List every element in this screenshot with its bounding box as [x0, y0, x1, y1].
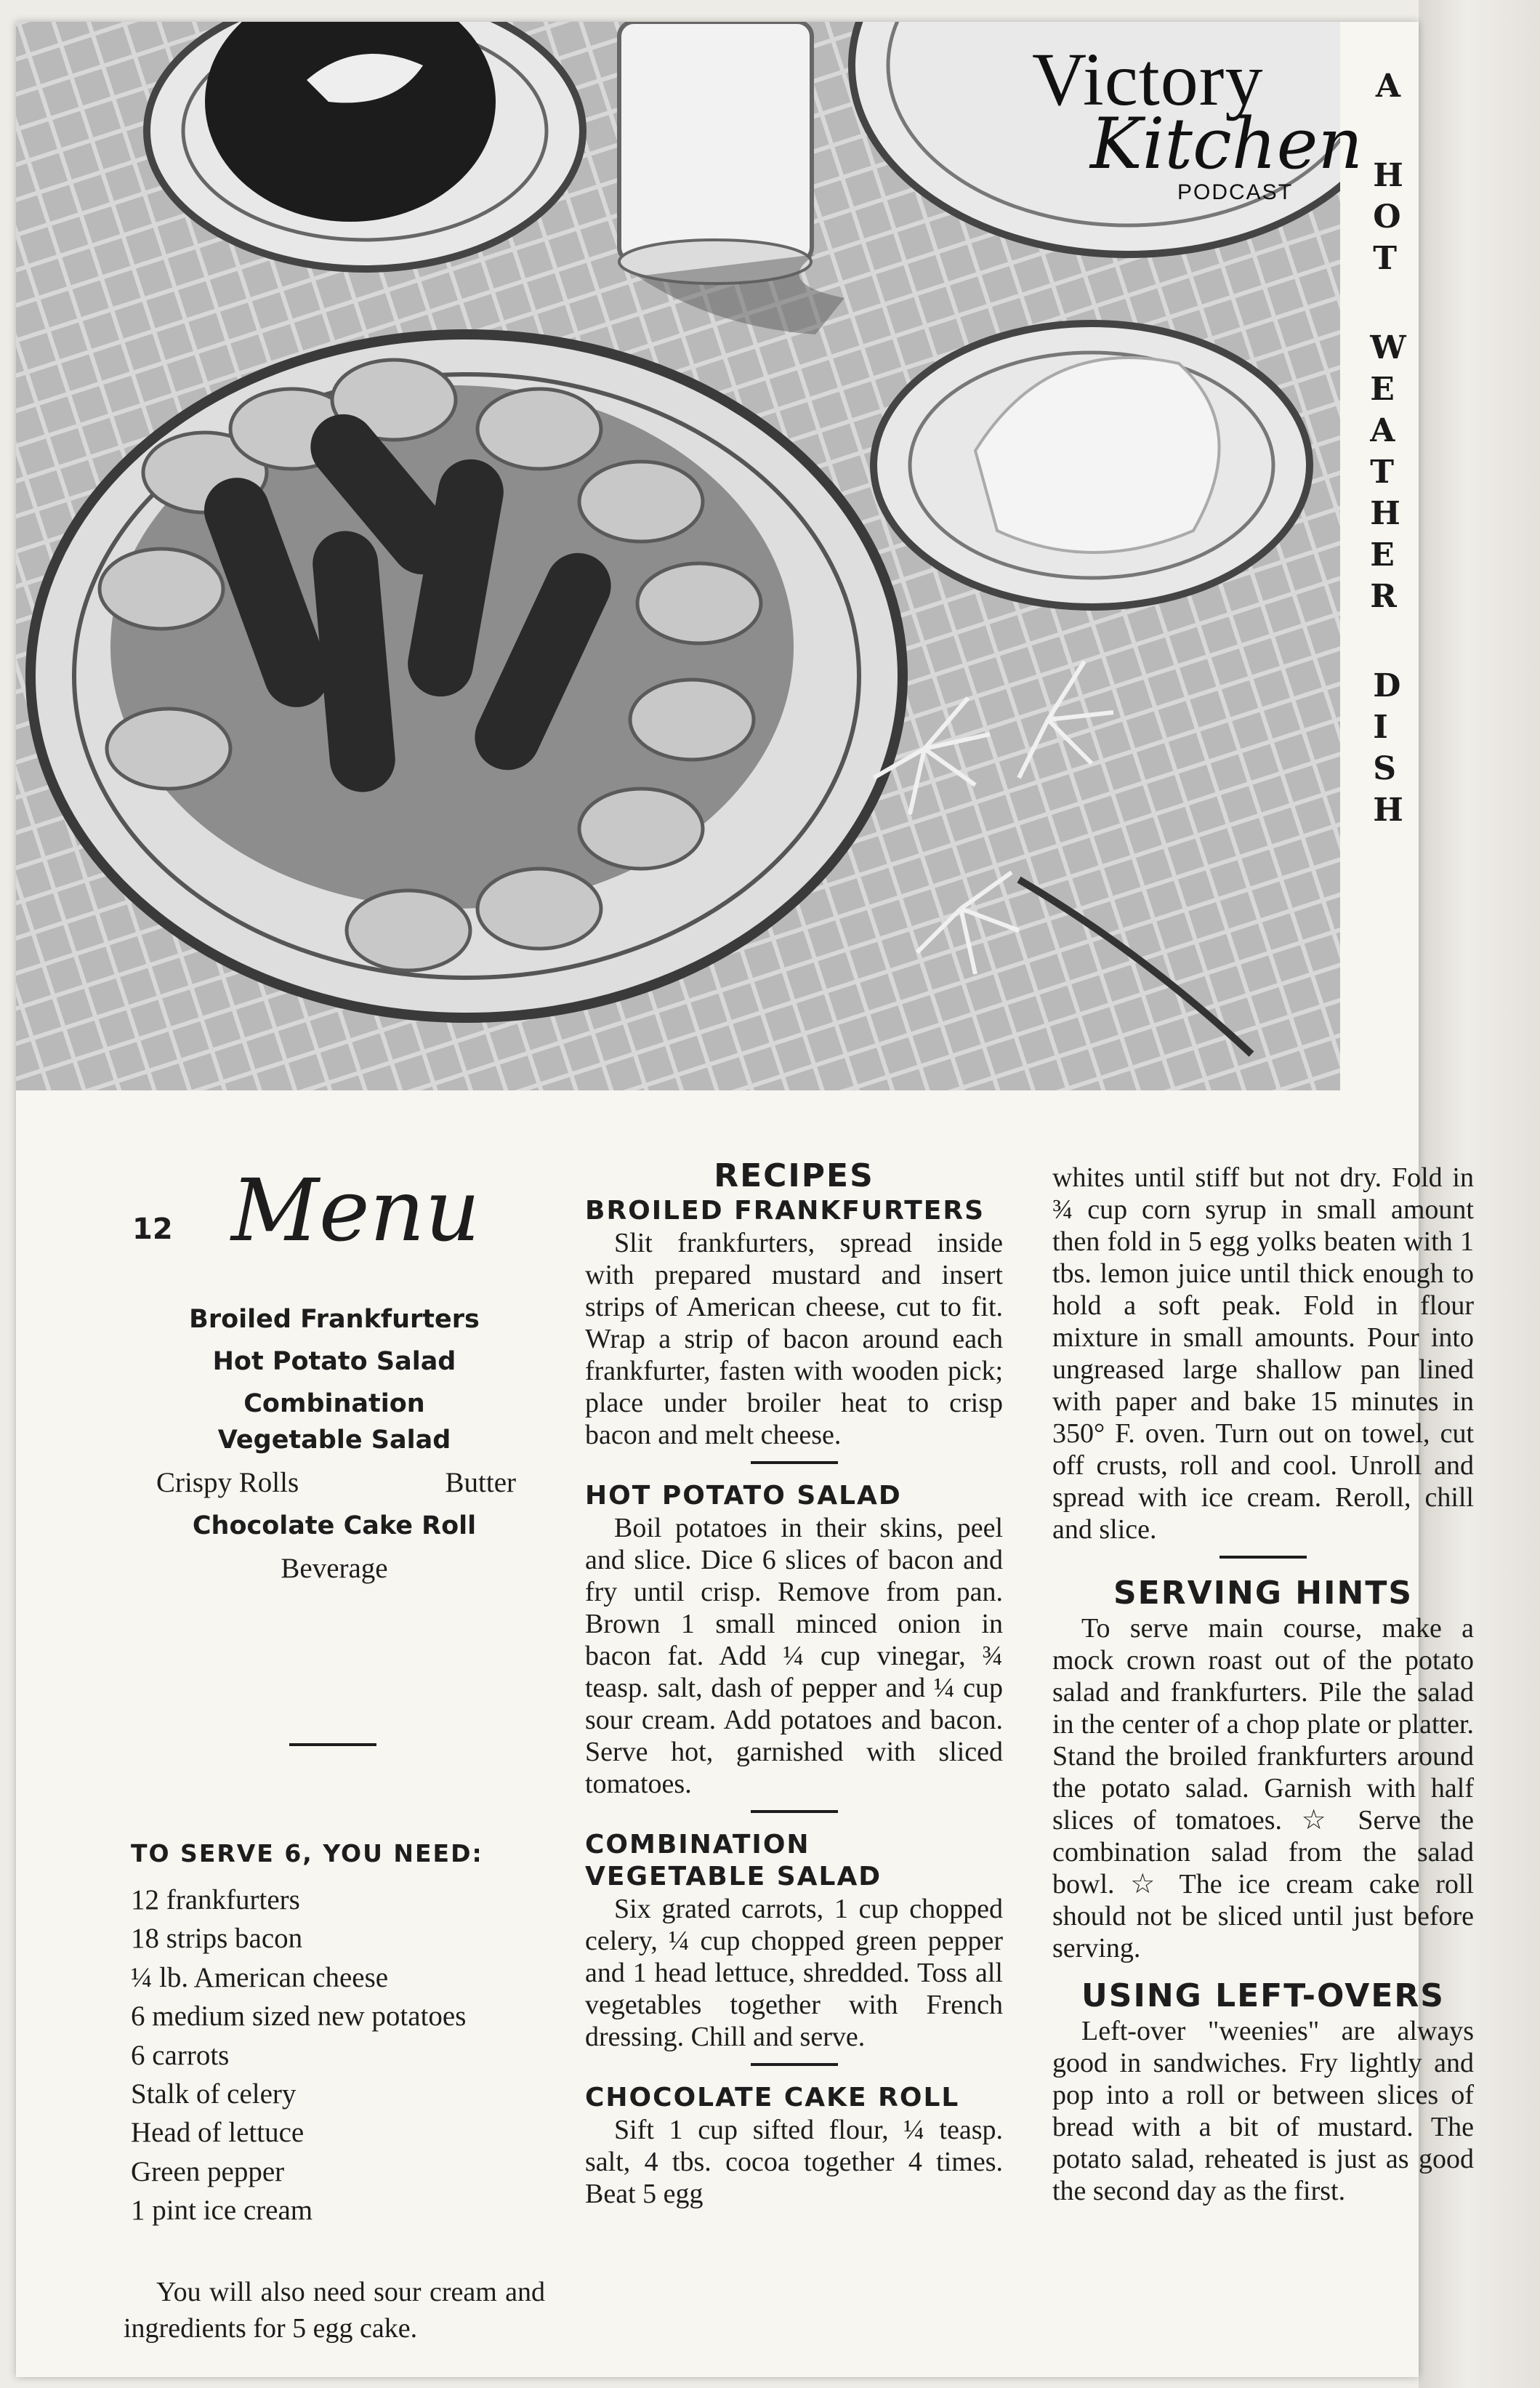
ingredients-note: You will also need sour cream and ingredients for 5 egg cake. [124, 2277, 545, 2344]
menu-item: Hot Potato Salad [212, 1347, 456, 1376]
serving-hints-text: To serve main course, make a mock crown roast out of the potato salad and frankfurters. Pile the salad in the center of a chop plate or platter. Stand the broiled frankfurters around the potato salad. Garnish with half slices of tomatoes. ☆ Serve the combination salad from the salad bowl. ☆ The ice cream cake roll should not be sliced until just before serving. [1052, 1613, 1474, 1963]
recipe-divider [751, 1461, 838, 1464]
menu-title: Menu [231, 1160, 480, 1261]
menu-item: Chocolate Cake Roll [192, 1511, 477, 1540]
side-title-letter: A [1370, 412, 1395, 449]
serving-hints-heading: SERVING HINTS [1113, 1575, 1414, 1612]
side-title-letter: O [1373, 198, 1401, 236]
side-title-letter: R [1370, 578, 1397, 615]
right-column [1052, 1162, 1474, 2207]
page-number: 12 [132, 1213, 173, 1246]
cake-plate [147, 22, 583, 269]
victory-kitchen-logo: Victory Kitchen PODCAST [1032, 38, 1363, 204]
ingredient: Head of lettuce [131, 2117, 305, 2149]
side-title-letter: H [1373, 157, 1403, 194]
ingredient: ¼ lb. American cheese [131, 1961, 389, 1993]
ingredients-heading: TO SERVE 6, YOU NEED: [131, 1839, 483, 1868]
side-title-word [1373, 155, 1403, 279]
ingredient: 12 frankfurters [131, 1884, 300, 1915]
ingredient: 1 pint ice cream [131, 2195, 313, 2227]
side-title-word [1373, 665, 1403, 831]
side-title-letter: S [1373, 750, 1396, 787]
ingredient: Stalk of celery [131, 2078, 297, 2110]
recipe-text-cake: Sift 1 cup sifted flour, ¼ teasp. salt, 4 tbs. cocoa together 4 times. Beat 5 egg [585, 2115, 1003, 2209]
recipes-heading: RECIPES [714, 1157, 874, 1194]
menu-item: Beverage [281, 1553, 388, 1584]
recipe-text-combo: Six grated carrots, 1 cup chopped celery, ¼ cup chopped green pepper and 1 head lettuce, shredded. Toss all vegetables together with French dressing. Chill and serve. [585, 1894, 1003, 2052]
menu-list [138, 1301, 531, 1593]
cake-recipe-continued: whites until stiff but not dry. Fold in ¾ cup corn syrup in small amount then fold in 5 egg yolks beaten with 1 tbs. lemon juice until thick enough to hold a soft peak. Fold in flour mixture in small amounts. Pour into ungreased large shallow pan lined with paper and bake 15 minutes in 350° F. oven. Turn out on towel, cut off crusts, roll and cool. Unroll and spread with ice cream. Reroll, chill and slice. [1052, 1162, 1474, 1545]
menu-item: Combination Vegetable Salad [217, 1389, 451, 1455]
side-title-letter: H [1370, 495, 1400, 532]
main-platter [31, 334, 903, 1018]
recipe-title-combo-1: COMBINATION [585, 1830, 810, 1860]
ingredient: 6 carrots [131, 2039, 230, 2071]
ingredient: 18 strips bacon [131, 1923, 303, 1955]
side-title-letter: T [1370, 454, 1395, 491]
side-title-word [1376, 65, 1400, 107]
recipe-divider [1219, 1556, 1307, 1559]
side-dish-plate [874, 323, 1310, 607]
menu-item: Butter [445, 1467, 516, 1498]
recipe-title-broiled: BROILED FRANKFURTERS [585, 1196, 985, 1226]
recipe-text-potato: Boil potatoes in their skins, peel and slice. Dice 6 slices of bacon and fry until crisp. Remove from pan. Brown 1 small minced onion in bacon fat. Add ¼ cup vinegar, ¾ teasp. salt, dash of pepper and ¼ cup sour cream. Add potatoes and bacon. Serve hot, garnished with sliced tomatoes. [585, 1513, 1003, 1799]
ingredient: 6 medium sized new potatoes [131, 2001, 467, 2033]
menu-divider [289, 1743, 376, 1746]
leftovers-heading: USING LEFT-OVERS [1081, 1977, 1445, 2014]
side-title-word [1370, 327, 1406, 617]
side-title-letter: H [1373, 792, 1403, 829]
recipe-divider [751, 2063, 838, 2066]
recipe-title-potato: HOT POTATO SALAD [585, 1481, 902, 1511]
recipe-title-cake: CHOCOLATE CAKE ROLL [585, 2083, 960, 2112]
side-title-letter: W [1370, 329, 1406, 366]
recipe-text-broiled: Slit frankfurters, spread inside with prepared mustard and insert strips of American cheese, cut to fit. Wrap a strip of bacon around each frankfurter, fasten with wooden pick; place under broiler heat to crisp bacon and melt cheese. [585, 1228, 1003, 1450]
side-title-letter: E [1370, 536, 1395, 574]
ingredient: Green pepper [131, 2155, 285, 2187]
menu-item-row [138, 1464, 531, 1502]
recipe-title-combo-2: VEGETABLE SALAD [585, 1862, 882, 1891]
leftovers-text: Left-over "weenies" are always good in sandwiches. Fry lightly and pop into a roll or between slices of bread with a bit of mustard. The potato salad, reheated is just as good the second day as the first. [1052, 2016, 1474, 2206]
recipe-divider [751, 1810, 838, 1813]
side-title-letter: D [1373, 667, 1401, 704]
menu-item: Broiled Frankfurters [189, 1305, 480, 1334]
side-title-letter: A [1375, 68, 1401, 105]
side-title-letter: E [1370, 371, 1395, 408]
recipes-column [585, 1157, 1003, 2210]
side-title-letter: T [1373, 240, 1397, 277]
menu-item: Crispy Rolls [156, 1467, 299, 1498]
side-title-letter: I [1373, 709, 1388, 746]
side-title [1366, 65, 1410, 1083]
ingredients-list [131, 1881, 466, 2230]
